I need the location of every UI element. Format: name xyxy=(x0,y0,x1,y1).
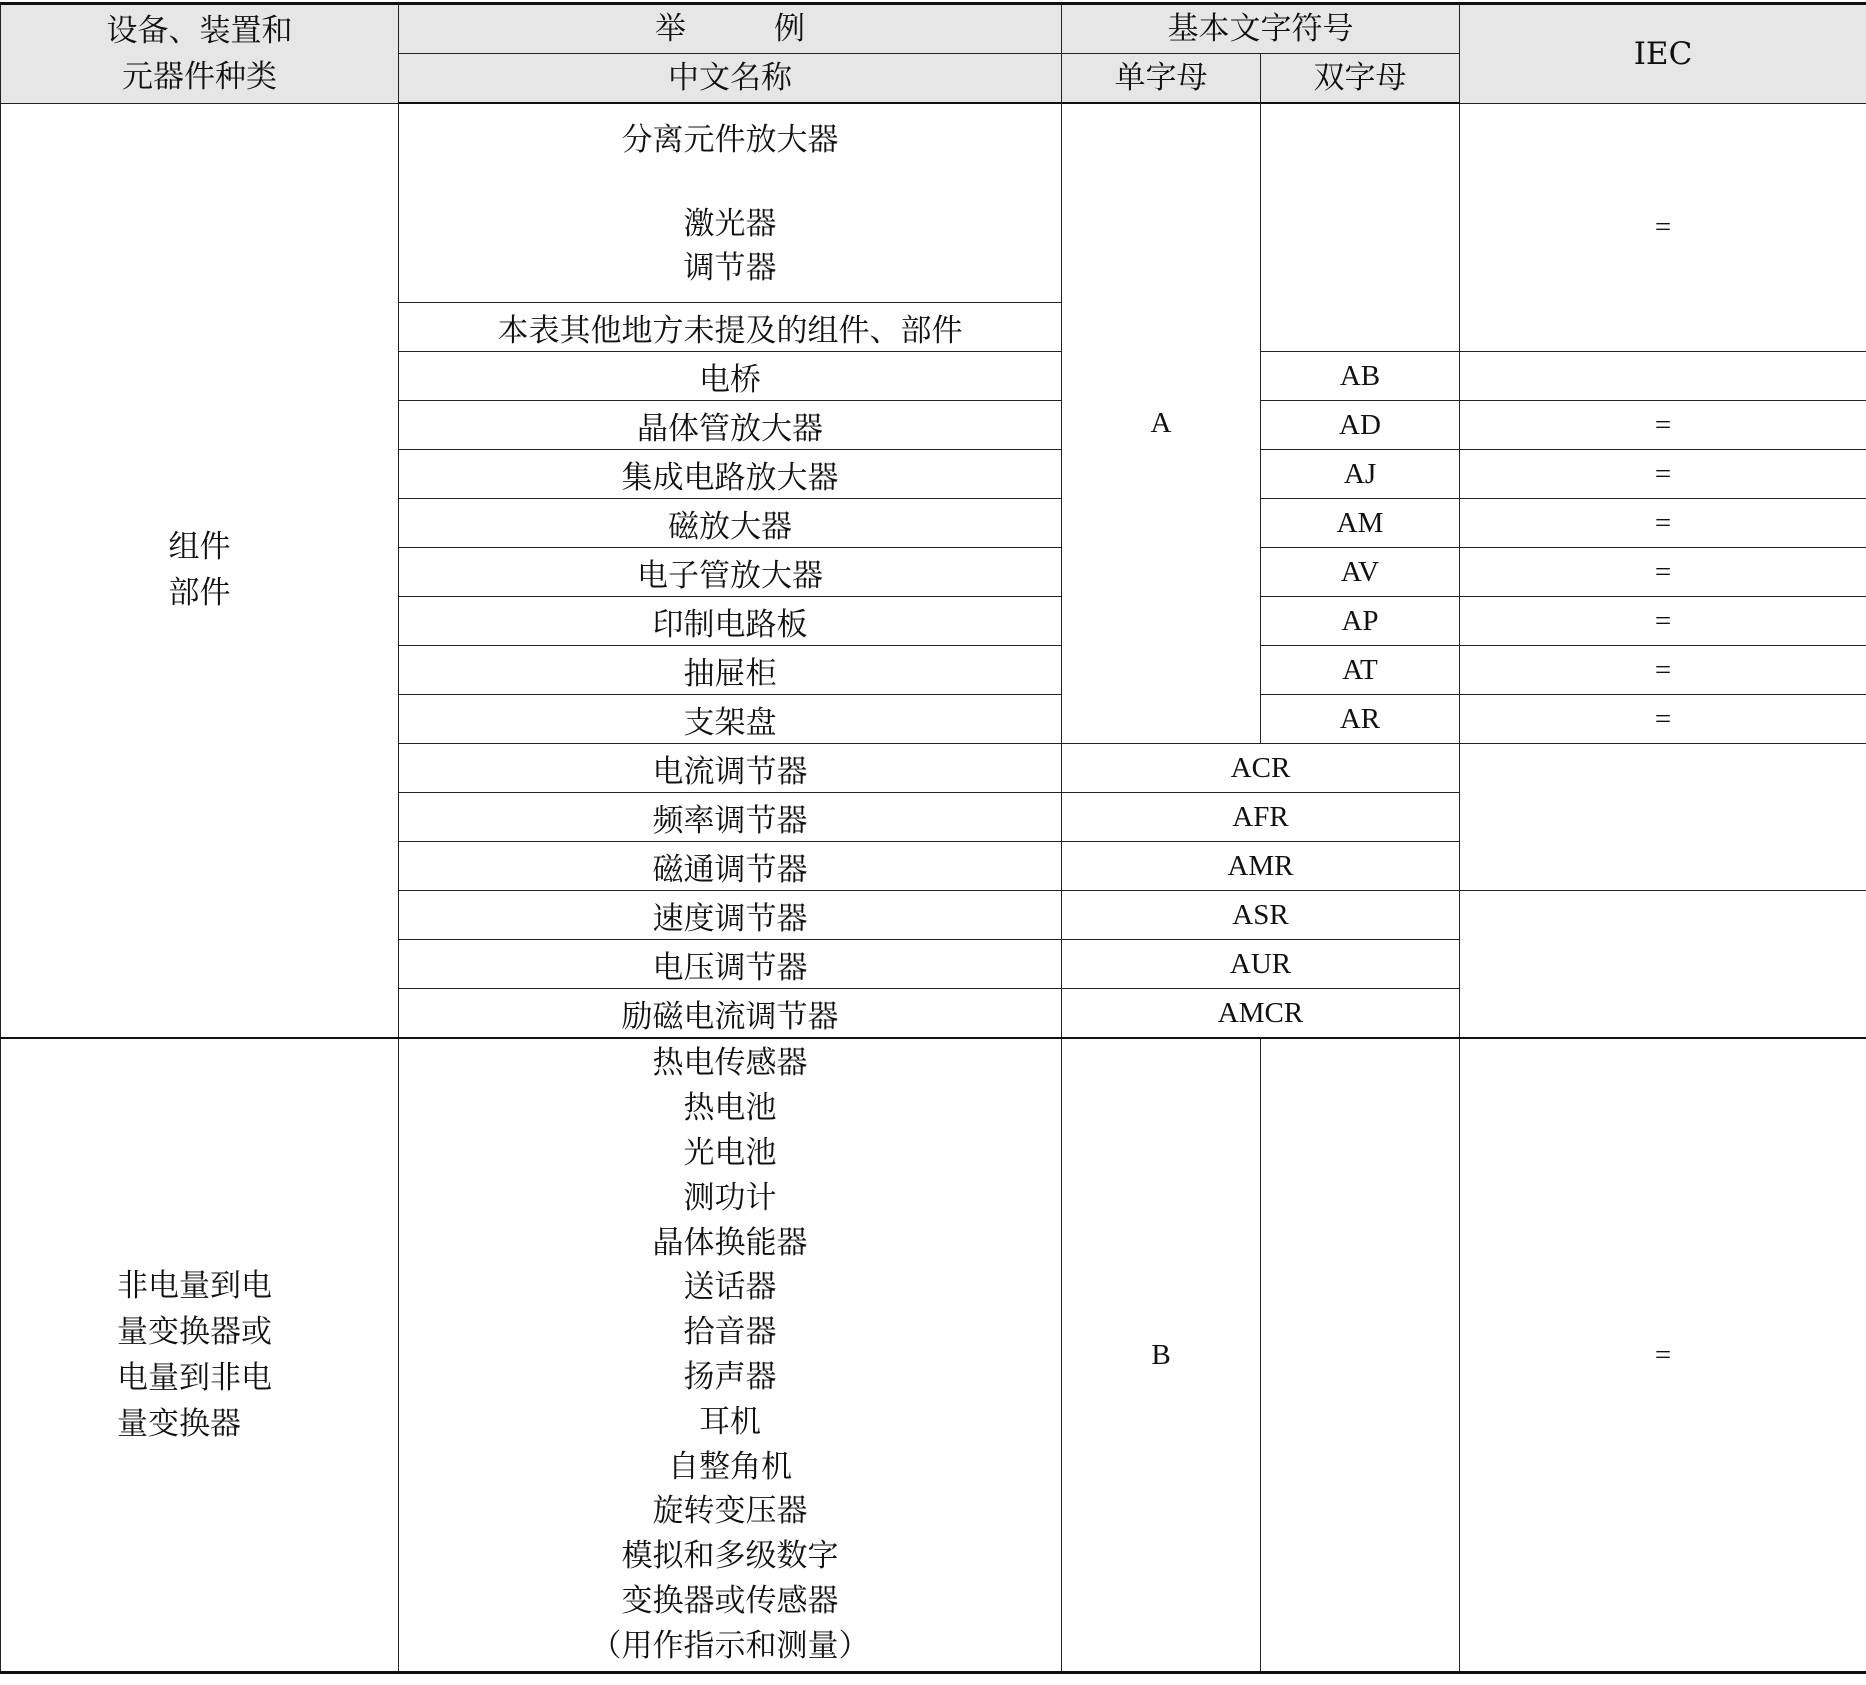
name-line: 自整角机 xyxy=(668,1448,792,1485)
row-double-code: AB xyxy=(1261,352,1460,401)
name-line: 热电池 xyxy=(683,1090,777,1127)
name-line: 调节器 xyxy=(683,250,777,286)
row-name: 印制电路板 xyxy=(399,597,1062,646)
group-b xyxy=(1,1038,1866,1673)
name-line: 送话器 xyxy=(683,1269,777,1306)
row-iec: = xyxy=(1460,401,1866,450)
row-name: 晶体管放大器 xyxy=(399,401,1062,450)
row-name: 本表其他地方未提及的组件、部件 xyxy=(399,303,1062,352)
row-combined-code: ASR xyxy=(1062,891,1460,940)
row-double-code: AJ xyxy=(1261,450,1460,499)
chinese-name-header: 中文名称 xyxy=(399,54,1062,104)
row-double-code: AT xyxy=(1261,646,1460,695)
table-header xyxy=(1,4,1866,104)
group-b-iec: = xyxy=(1460,1038,1866,1673)
group-a-double-empty xyxy=(1261,103,1460,352)
group-b-category-line: 量变换器或 xyxy=(117,1314,272,1350)
row-name: 电压调节器 xyxy=(399,940,1062,989)
row-double-code: AD xyxy=(1261,401,1460,450)
row-double-code: AR xyxy=(1261,695,1460,744)
group-b-names xyxy=(399,1038,1062,1673)
name-line: 分离元件放大器 xyxy=(621,122,839,158)
row-iec-empty xyxy=(1460,744,1866,891)
group-a xyxy=(1,103,1866,1038)
row-combined-code: AMCR xyxy=(1062,989,1460,1039)
example-header-left: 举 xyxy=(655,11,686,47)
name-line: 晶体换能器 xyxy=(652,1224,808,1261)
row-name: 抽屉柜 xyxy=(399,646,1062,695)
example-header-right: 例 xyxy=(774,11,805,47)
row-name: 磁放大器 xyxy=(399,499,1062,548)
row-iec: = xyxy=(1460,450,1866,499)
name-line: 模拟和多级数字 xyxy=(621,1538,839,1575)
group-a-category-line-2: 部件 xyxy=(168,575,231,612)
name-line: 变换器或传感器 xyxy=(621,1582,839,1619)
name-line: 光电池 xyxy=(683,1135,777,1172)
row-iec-empty xyxy=(1460,891,1866,1039)
iec-header: IEC xyxy=(1460,4,1866,104)
row-iec xyxy=(1460,352,1866,401)
row-double-code: AM xyxy=(1261,499,1460,548)
row-name: 电子管放大器 xyxy=(399,548,1062,597)
row-combined-code: AMR xyxy=(1062,842,1460,891)
row-combined-code: AFR xyxy=(1062,793,1460,842)
name-line: 扬声器 xyxy=(683,1359,777,1395)
group-b-category-line: 电量到非电 xyxy=(117,1360,272,1396)
row-name: 集成电路放大器 xyxy=(399,450,1062,499)
single-letter-header: 单字母 xyxy=(1062,54,1261,104)
group-b-category-line: 量变换器 xyxy=(117,1406,241,1442)
row-iec: = xyxy=(1460,695,1866,744)
table-row xyxy=(1,103,1866,303)
example-header xyxy=(399,4,1062,54)
row-iec: = xyxy=(1460,548,1866,597)
group-b-double-letter xyxy=(1261,1038,1460,1673)
name-line: 热电传感器 xyxy=(652,1045,808,1082)
header-row-1 xyxy=(1,4,1866,54)
row-name: 电流调节器 xyxy=(399,744,1062,793)
group-a-category-line-1: 组件 xyxy=(168,529,231,566)
row-iec: = xyxy=(1460,499,1866,548)
row-name: 励磁电流调节器 xyxy=(399,989,1062,1039)
group-a-single-letter: A xyxy=(1062,103,1261,744)
category-header-line-1: 设备、装置和 xyxy=(106,12,293,49)
name-line: （用作指示和测量） xyxy=(590,1627,870,1664)
group-b-single-letter: B xyxy=(1062,1038,1261,1673)
row-iec: = xyxy=(1460,646,1866,695)
row-name: 速度调节器 xyxy=(399,891,1062,940)
row-name: 频率调节器 xyxy=(399,793,1062,842)
symbol-group-header: 基本文字符号 xyxy=(1062,4,1460,54)
group-b-category-line: 非电量到电 xyxy=(117,1268,272,1304)
group-a-first-name xyxy=(399,103,1062,303)
name-line: 旋转变压器 xyxy=(652,1493,808,1530)
row-name: 支架盘 xyxy=(399,695,1062,744)
category-header-line-2: 元器件种类 xyxy=(122,58,277,95)
row-name: 电桥 xyxy=(399,352,1062,401)
double-letter-header: 双字母 xyxy=(1261,54,1460,104)
row-combined-code: AUR xyxy=(1062,940,1460,989)
symbol-table xyxy=(0,2,1866,1674)
row-combined-code: ACR xyxy=(1062,744,1460,793)
group-b-category xyxy=(1,1038,399,1673)
name-line: 耳机 xyxy=(699,1403,761,1440)
name-line: 激光器 xyxy=(683,206,777,242)
row-iec: = xyxy=(1460,597,1866,646)
table-row xyxy=(1,1038,1866,1673)
row-double-code: AV xyxy=(1261,548,1460,597)
name-line: 测功计 xyxy=(683,1179,777,1216)
row-double-code: AP xyxy=(1261,597,1460,646)
group-a-category xyxy=(1,103,399,1038)
group-a-first-iec: = xyxy=(1460,103,1866,352)
row-name: 磁通调节器 xyxy=(399,842,1062,891)
name-line: 拾音器 xyxy=(683,1314,777,1351)
category-header xyxy=(1,4,399,104)
